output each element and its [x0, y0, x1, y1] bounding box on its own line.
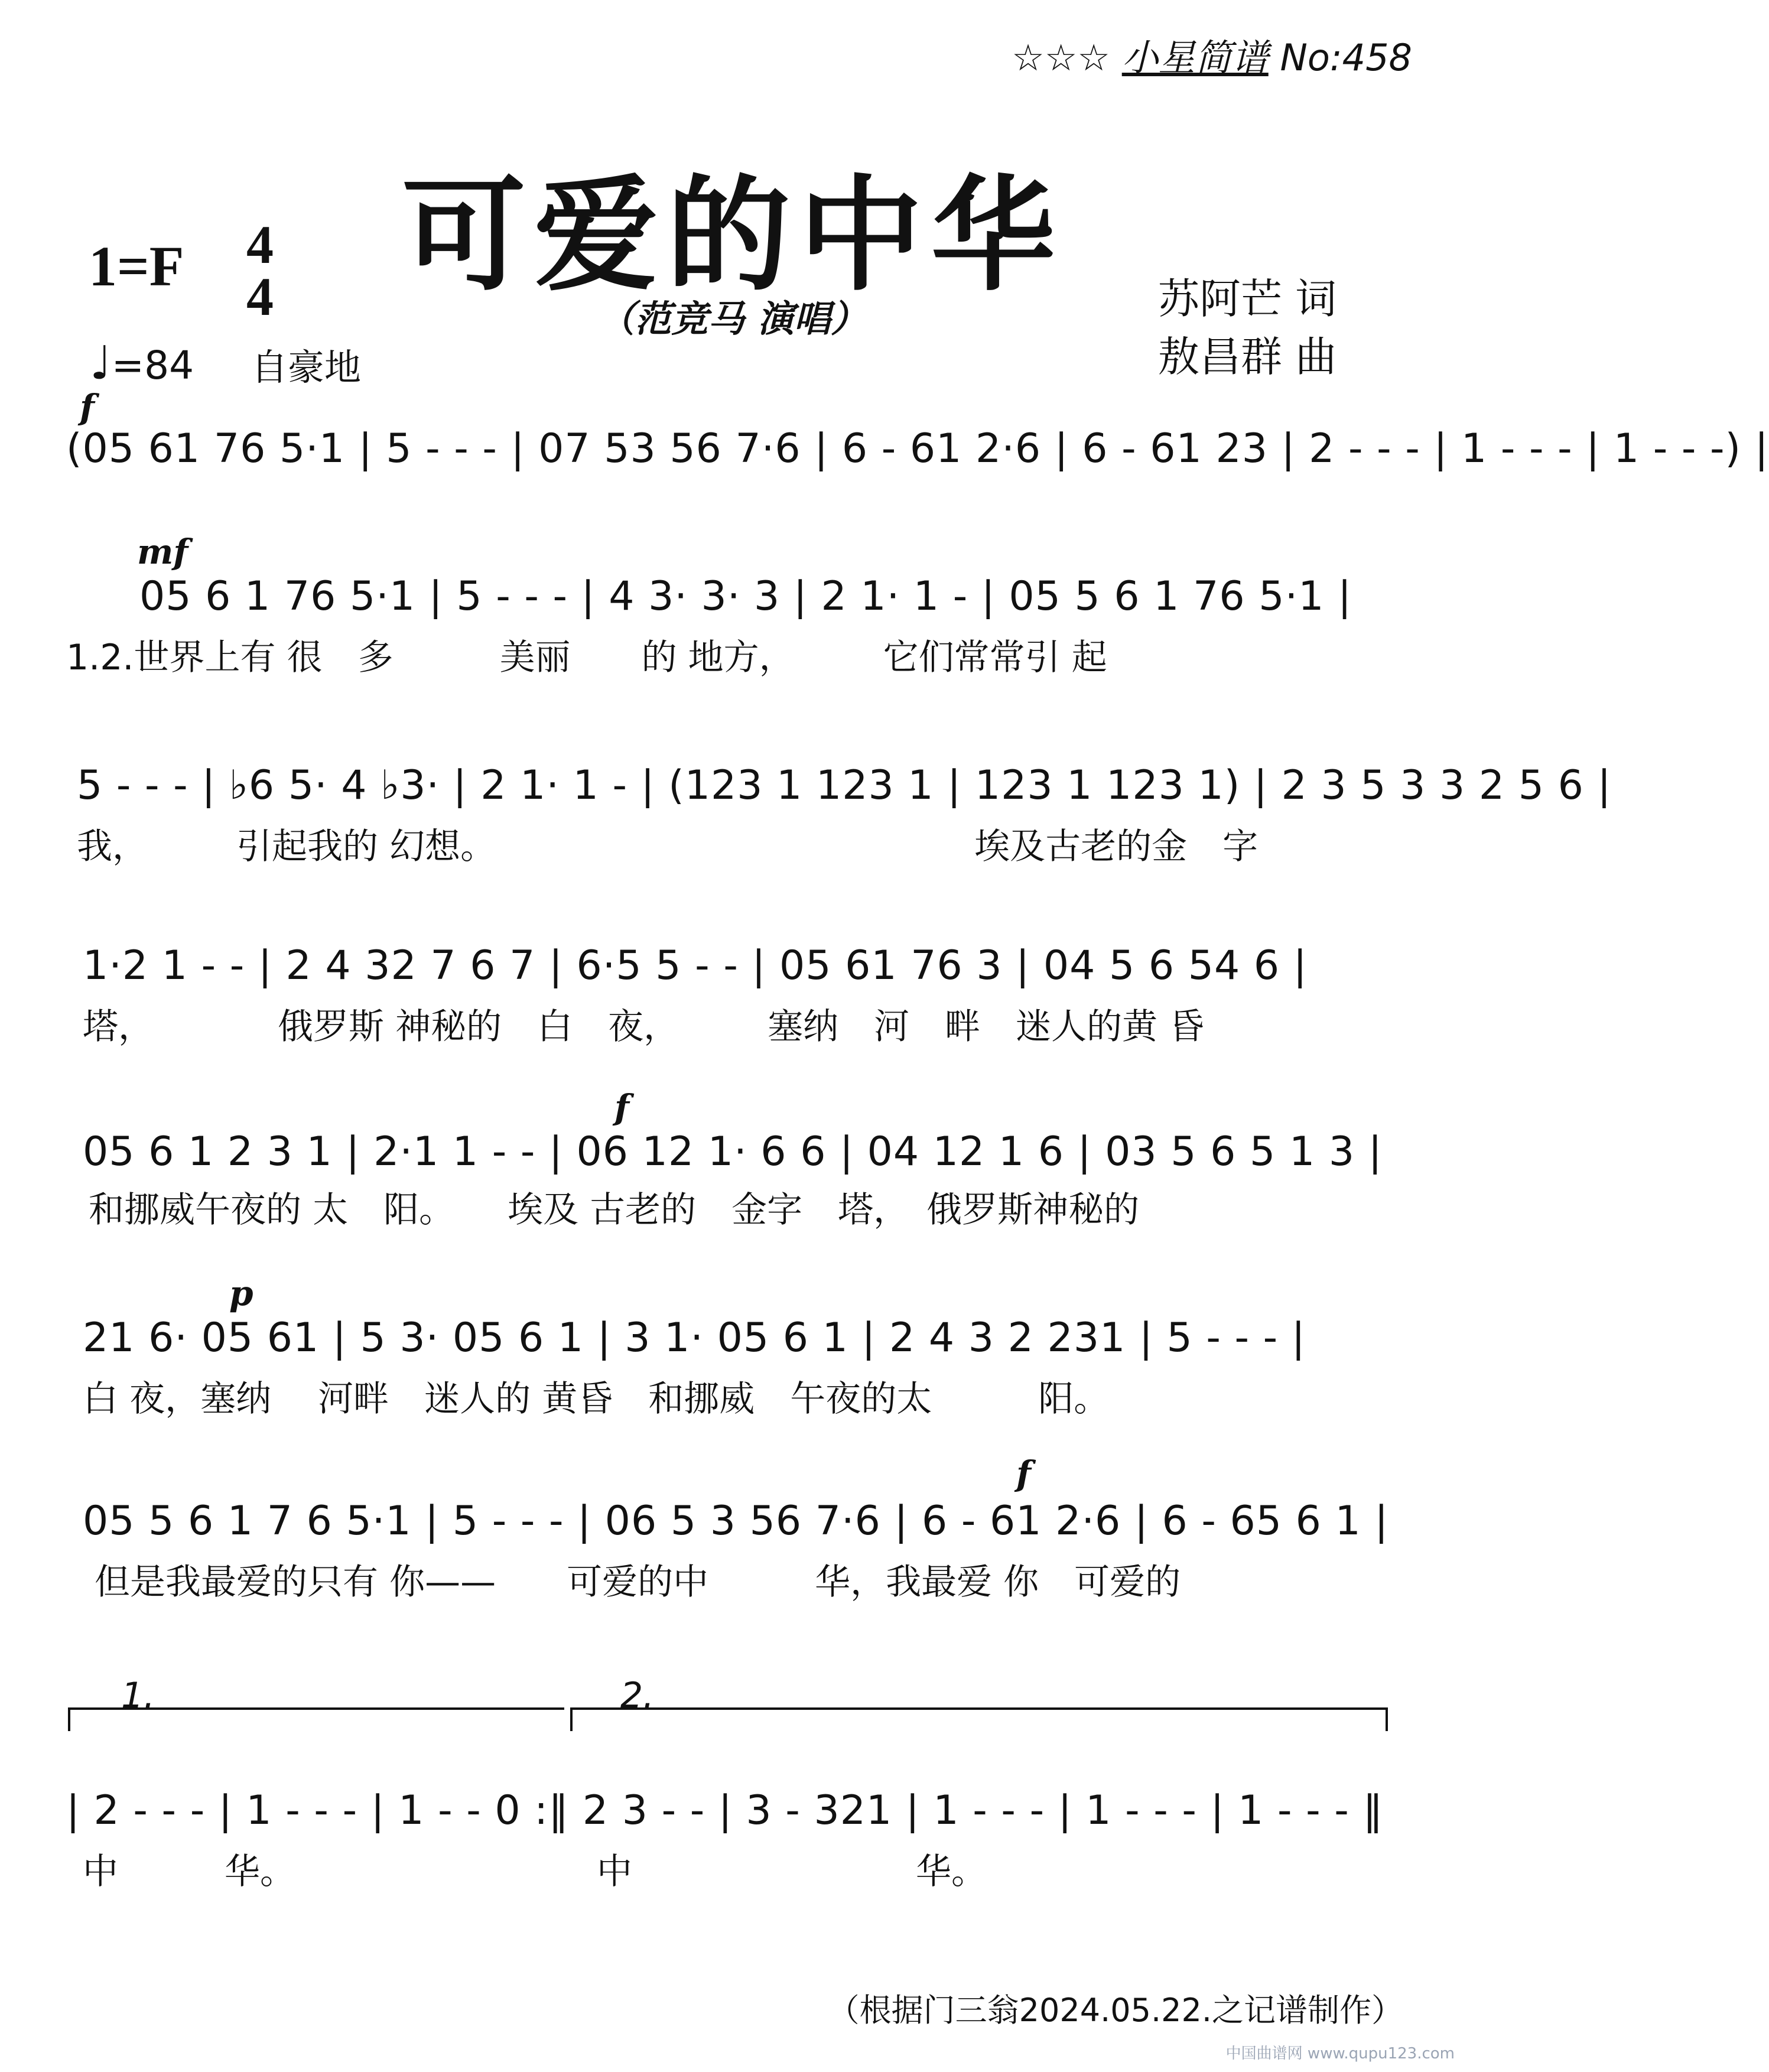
- dynamic-mark: f: [1016, 1453, 1031, 1494]
- volta-bracket-2-tick-left: [570, 1707, 573, 1731]
- volta-label-1: 1.: [121, 1675, 155, 1716]
- notation-line: (05 61 76 5·1 | 5 - - - | 07 53 56 7·6 | 6 - 61 2·6 | 6 - 61 23 | 2 - - - | 1 - - - | 1 - - -) |: [66, 425, 1769, 472]
- transcription-note: （根据门三翁2024.05.22.之记谱制作）: [827, 1992, 1403, 2029]
- notation-line: 05 5 6 1 7 6 5·1 | 5 - - - | 06 5 3 56 7·6 | 6 - 61 2·6 | 6 - 65 6 1 |: [83, 1498, 1389, 1544]
- key-signature: 1=F: [89, 235, 184, 298]
- song-title: 可爱的中华: [401, 162, 1064, 308]
- tempo-value: =84: [111, 343, 194, 388]
- performer: （范竞马 演唱）: [598, 297, 867, 340]
- watermark-logo: 中国曲谱网 www.qupu123.com: [1225, 2045, 1455, 2063]
- meter-top: 4: [246, 214, 274, 275]
- score-number: No:458: [1280, 36, 1412, 79]
- dynamic-mark: f: [614, 1087, 629, 1127]
- volta-bracket-1-tick: [68, 1707, 70, 1731]
- dynamic-mark: mf: [137, 532, 188, 572]
- lyricist-credit: 苏阿芒 词: [1158, 275, 1337, 323]
- header-mark: [1012, 28, 1412, 81]
- stars: ☆☆☆: [1012, 36, 1110, 79]
- time-signature: [233, 214, 287, 327]
- notation-line: 05 6 1 76 5·1 | 5 - - - | 4 3· 3· 3 | 2 1· 1 - | 05 5 6 1 76 5·1 |: [139, 573, 1352, 620]
- notation-line: | 2 - - - | 1 - - - | 1 - - 0 :‖ 2 3 - - | 3 - 321 | 1 - - - | 1 - - - | 1 - - - ‖: [66, 1787, 1384, 1834]
- lyrics-line: 白 夜，塞纳 河畔 迷人的 黄昏 和挪威 午夜的太 阳。: [83, 1378, 1110, 1420]
- dynamic-mark: p: [229, 1273, 253, 1313]
- lyrics-line: 但是我最爱的只有 你—— 可爱的中 华，我最爱 你 可爱的: [95, 1562, 1181, 1603]
- lyrics-line: 我， 引起我的 幻想。 埃及古老的金 字: [77, 826, 1259, 867]
- notation-line: 5 - - - | ♭6 5· 4 ♭3· | 2 1· 1 - | (123 1 123 1 | 123 1 123 1) | 2 3 5 3 3 2 5 6 |: [77, 762, 1612, 809]
- lyrics-line: 和挪威午夜的 太 阳。 埃及 古老的 金字 塔， 俄罗斯神秘的: [89, 1189, 1140, 1231]
- lyrics-line: 1.2.世界上有 很 多 美丽 的 地方， 它们常常引 起: [66, 637, 1107, 678]
- tempo-mark: [90, 337, 194, 390]
- composer-credit: 敖昌群 曲: [1158, 333, 1337, 381]
- quarter-note-icon: ♩: [90, 337, 112, 390]
- meter-bottom: 4: [246, 266, 274, 327]
- volta-label-2: 2.: [620, 1675, 655, 1716]
- lyrics-line: 中 华。 中 华。: [83, 1851, 987, 1892]
- volta-bracket-2: [570, 1707, 1386, 1710]
- volta-bracket-2-tick-right: [1386, 1707, 1388, 1731]
- dynamic-mark: f: [80, 387, 95, 427]
- notation-line: 1·2 1 - - | 2 4 32 7 6 7 | 6·5 5 - - | 05 61 76 3 | 04 5 6 54 6 |: [83, 942, 1308, 989]
- notation-line: 21 6· 05 61 | 5 3· 05 6 1 | 3 1· 05 6 1 | 2 4 3 2 231 | 5 - - - |: [83, 1315, 1306, 1361]
- brand-link[interactable]: 小星简谱: [1121, 36, 1269, 79]
- expression-mark: 自豪地: [251, 346, 362, 389]
- notation-line: 05 6 1 2 3 1 | 2·1 1 - - | 06 12 1· 6 6 | 04 12 1 6 | 03 5 6 5 1 3 |: [83, 1128, 1383, 1175]
- lyrics-line: 塔， 俄罗斯 神秘的 白 夜， 塞纳 河 畔 迷人的黄 昏: [83, 1006, 1205, 1048]
